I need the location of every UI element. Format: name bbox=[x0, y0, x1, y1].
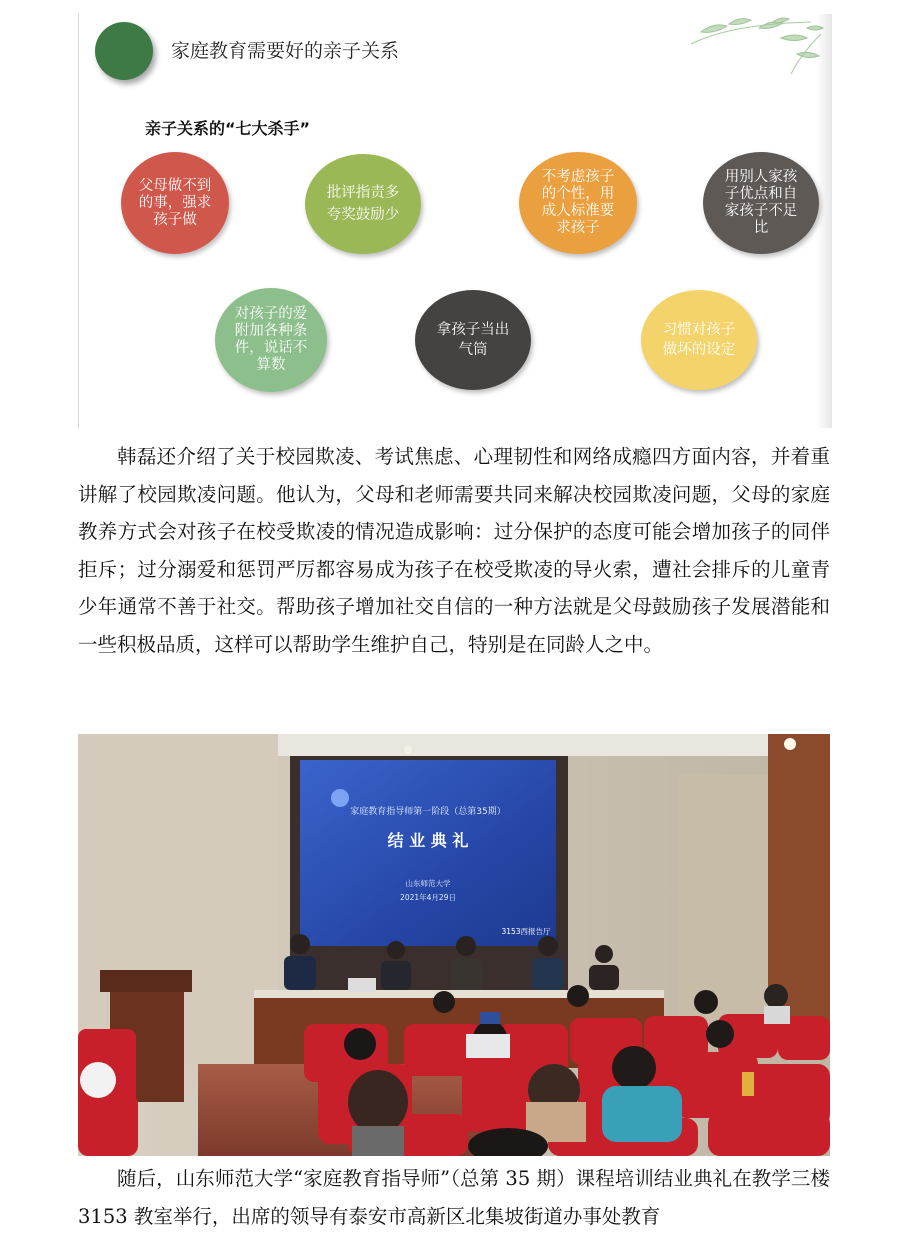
bubble-5-line: 附加各种条 bbox=[234, 323, 308, 339]
ceiling-light bbox=[404, 746, 412, 754]
ceremony-photo-illustration bbox=[78, 734, 830, 1156]
ceiling-light bbox=[784, 738, 796, 750]
bubble-2-line: 夸奖鼓励少 bbox=[326, 207, 400, 223]
bubble-3-line: 求孩子 bbox=[556, 220, 600, 236]
screen-logo-icon bbox=[331, 789, 349, 807]
bubble-2-line: 批评指责多 bbox=[326, 185, 400, 201]
bubble-4-line: 用别人家孩 bbox=[724, 169, 798, 185]
bubble-5 bbox=[215, 288, 327, 392]
article-paragraph-1: 韩磊还介绍了关于校园欺凌、考试焦虑、心理韧性和网络成瘾四方面内容，并着重讲解了校园欺凌问题。他认为，父母和老师需要共同来解决校园欺凌问题，父母的家庭教养方式会对孩子在校受欺凌的情况造成影响：过分保护的态度可能会增加孩子的同伴拒斥；过分溺爱和惩罚严厉都容易成为孩子在校受欺凌的导火索，遭社会排斥的儿童青少年通常不善于社交。帮助孩子增加社交自信的一种方法就是父母鼓励孩子发展潜能和一些积极品质，这样可以帮助学生维护自己，特别是在同龄人之中。 bbox=[78, 445, 830, 656]
laptop bbox=[348, 978, 376, 992]
screen-text-line-1: 家庭教育指导师第一阶段（总第35期） bbox=[350, 807, 506, 817]
podium-top bbox=[100, 970, 192, 992]
bubble-4 bbox=[703, 152, 819, 254]
screen-text-line-4: 2021年4月29日 bbox=[400, 893, 456, 902]
bubble-3-line: 不考虑孩子 bbox=[541, 169, 615, 185]
bubble-3-line: 的个性，用 bbox=[541, 186, 615, 202]
bubble-5-line: 件，说话不 bbox=[234, 340, 308, 356]
bamboo-leaves-decoration bbox=[641, 14, 831, 94]
slide-subtitle: 亲子关系的“七大杀手” bbox=[145, 119, 311, 138]
bubble-1-line: 的事，强求 bbox=[138, 194, 212, 211]
bubble-2 bbox=[305, 154, 421, 254]
slide-title: 家庭教育需要好的亲子关系 bbox=[171, 40, 400, 62]
bubble-7 bbox=[641, 290, 757, 390]
screen-text-line-3: 山东师范大学 bbox=[405, 879, 451, 888]
bubble-4-line: 比 bbox=[753, 220, 769, 236]
slide-title-badge bbox=[95, 22, 153, 80]
slide-image bbox=[78, 14, 832, 428]
bubble-6 bbox=[415, 290, 531, 390]
ceremony-photo bbox=[78, 734, 830, 1156]
bubble-6-line: 气筒 bbox=[458, 342, 488, 358]
bubble-5-line: 对孩子的爱 bbox=[234, 306, 308, 322]
article-paragraph-2: 随后，山东师范大学“家庭教育指导师”（总第 35 期）课程培训结业典礼在教学三楼 3153 教室举行，出席的领导有泰安市高新区北集坡街道办事处教育 bbox=[78, 1167, 830, 1228]
right-wall bbox=[678, 774, 768, 1034]
bottle bbox=[742, 1072, 754, 1096]
screen-text-line-2: 结 业 典 礼 bbox=[387, 831, 469, 850]
bubble-7-line: 习惯对孩子 bbox=[662, 322, 736, 338]
bubble-7-line: 做坏的设定 bbox=[662, 342, 736, 358]
bubble-1-line: 孩子做 bbox=[153, 211, 197, 228]
bubble-3-line: 成人标准要 bbox=[541, 203, 615, 219]
projection-screen bbox=[300, 760, 556, 946]
bubble-5-line: 算数 bbox=[256, 357, 286, 373]
bubble-1 bbox=[121, 152, 229, 254]
bubble-4-line: 家孩子不足 bbox=[724, 203, 798, 219]
screen-text-line-5: 3153西报告厅 bbox=[501, 927, 551, 936]
bubble-1-line: 父母做不到 bbox=[138, 177, 212, 194]
bubble-3 bbox=[519, 152, 637, 254]
phone bbox=[480, 1012, 500, 1024]
bubble-4-line: 子优点和自 bbox=[724, 186, 798, 202]
bubble-6-line: 拿孩子当出 bbox=[436, 322, 510, 338]
